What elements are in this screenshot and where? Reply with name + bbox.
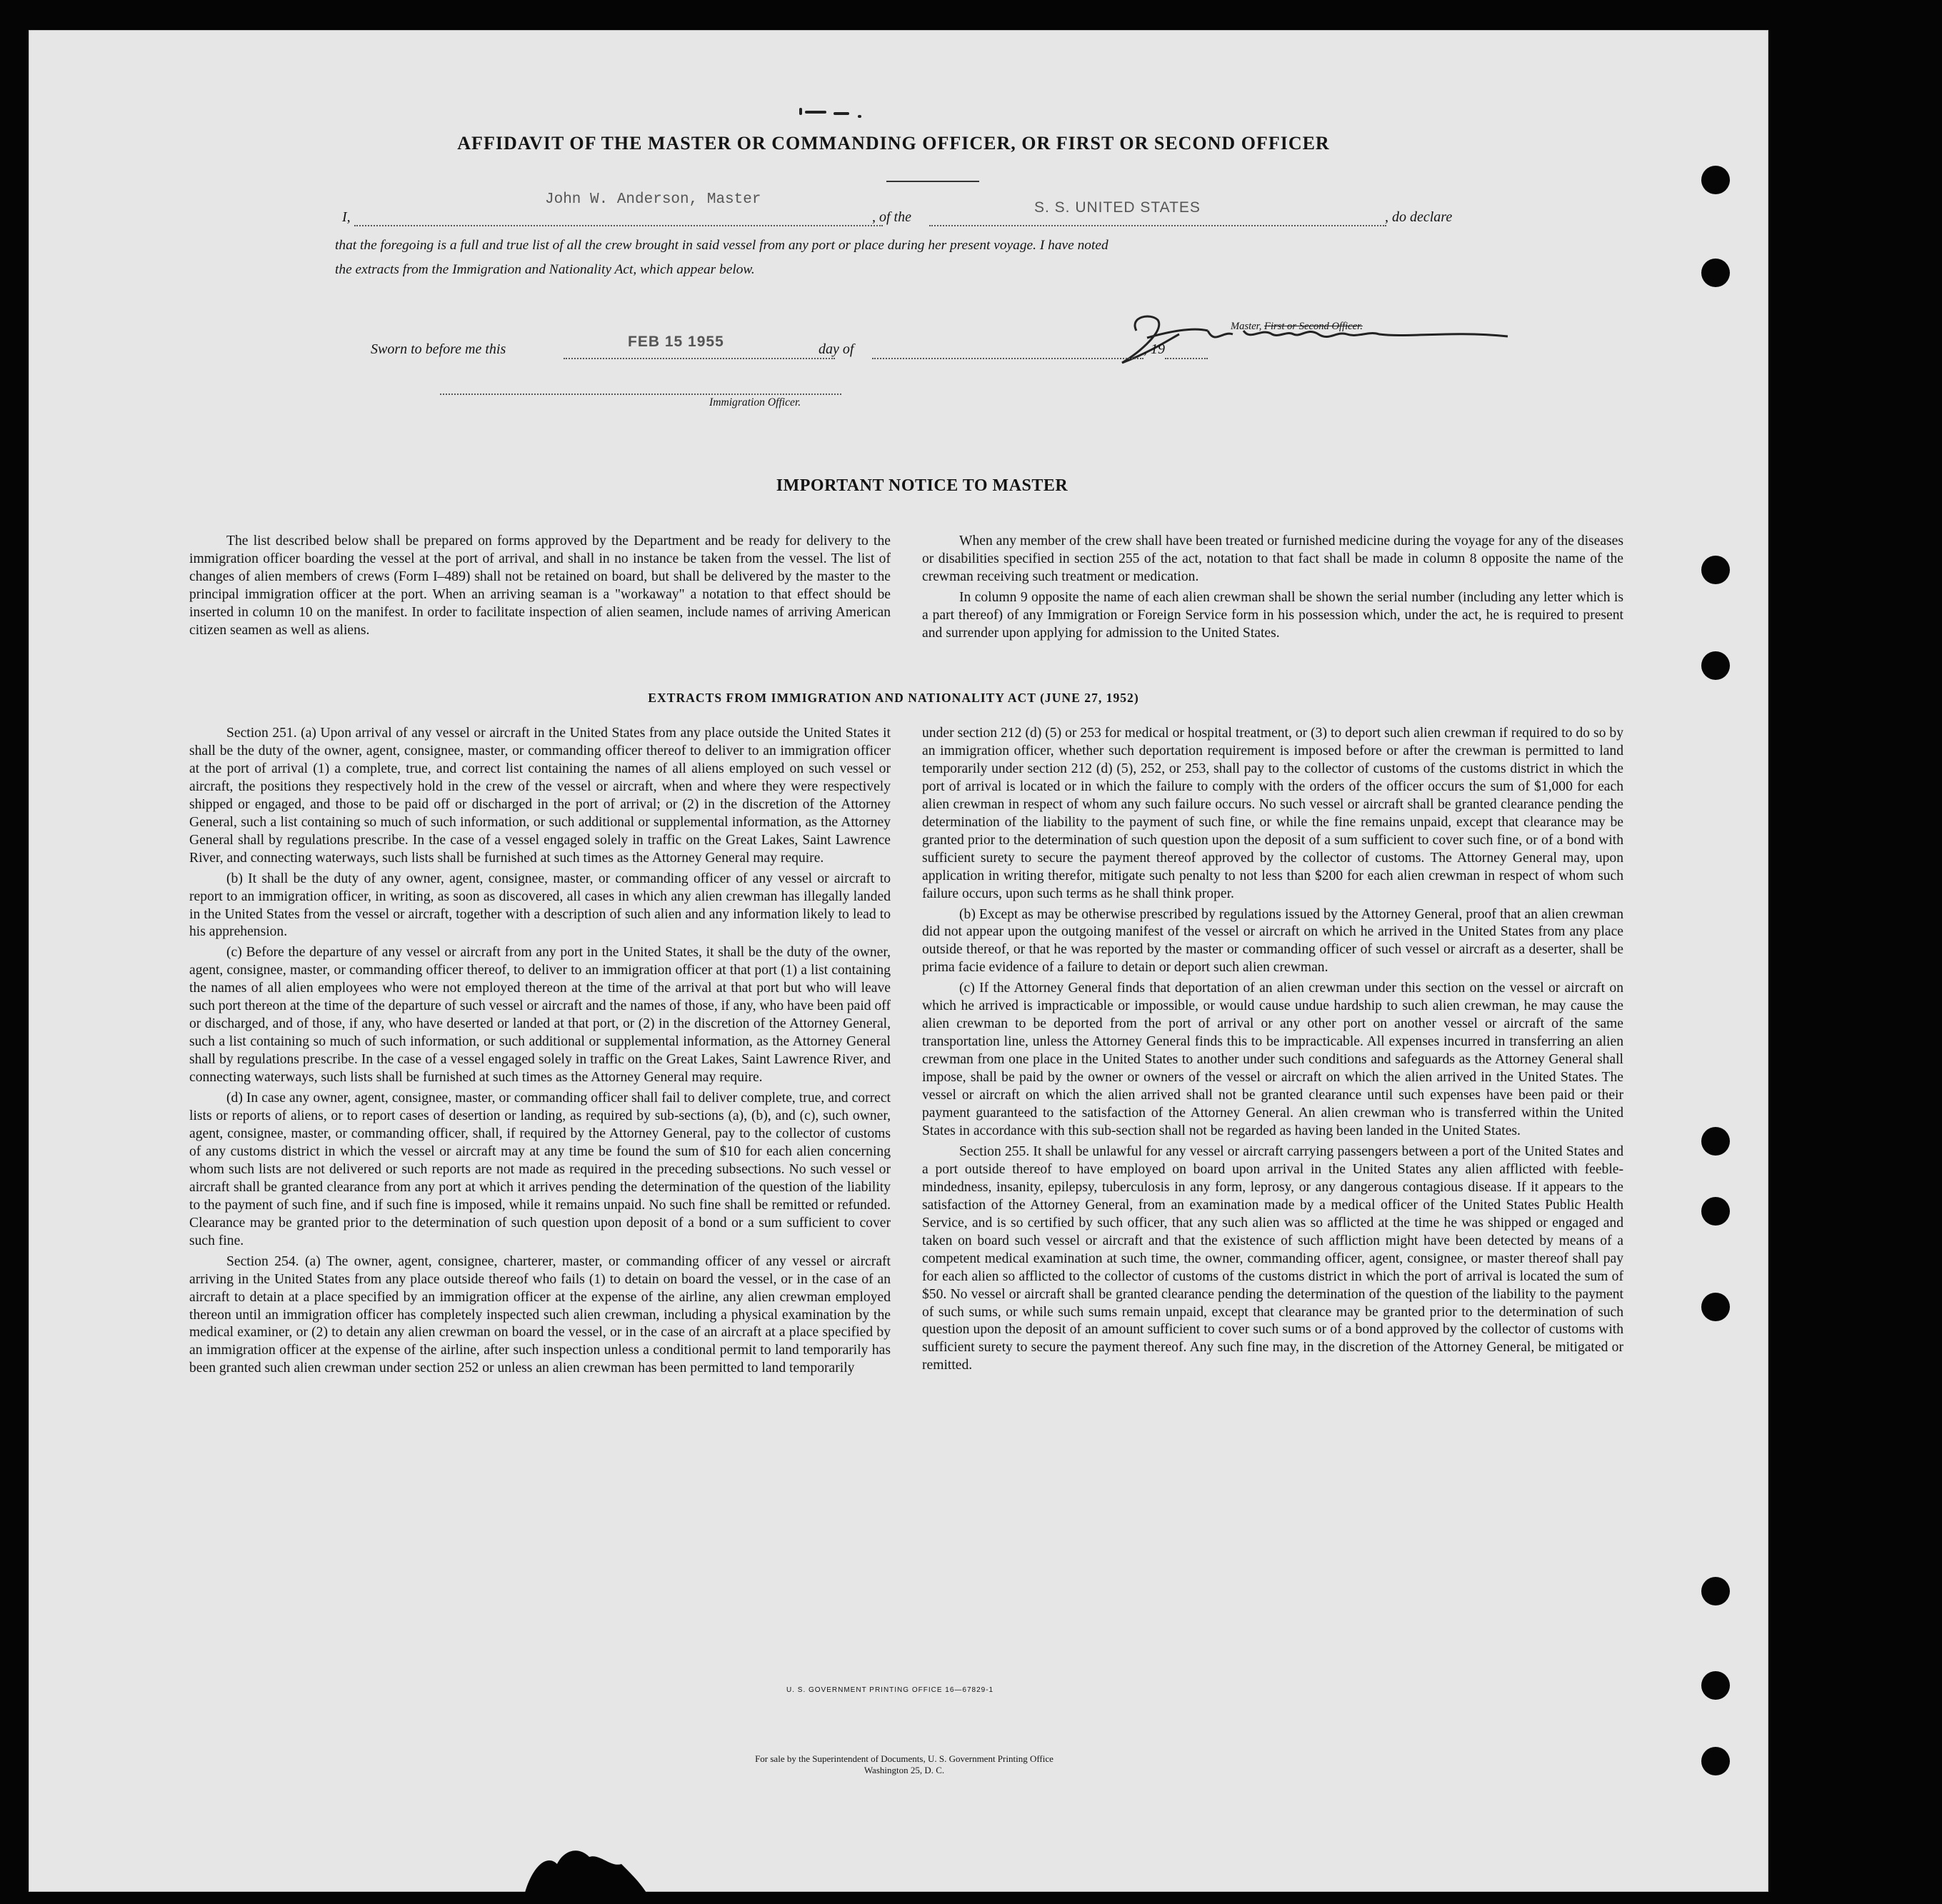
extract-paragraph: Section 254. (a) The owner, agent, consignee, charterer, master, or commanding officer of any vessel or aircraft arriving in the United States from any place outside thereof who fails (1) to detain on board the vessel, or in the case of an aircraft to detain at a place specified by an immigration officer at the expense of the airline, any alien crewman employed thereon until an immigration officer has completely inspected such alien crewman, including a physical examination by the medical examiner, or (2) to detain any alien crewman on board the vessel, or in the case of an aircraft at a place specified by an immigration officer at the expense of the airline, after such inspection unless a conditional permit to land temporarily has been granted such alien crewman under section 252 or unless an alien crewman has been permitted to land temporarily <box>189 1253 891 1376</box>
paper-tear <box>525 1825 646 1893</box>
sworn-date-line <box>564 358 835 359</box>
master-word: Master, <box>1231 321 1262 332</box>
do-declare-label: , do declare <box>1385 209 1453 225</box>
punch-hole <box>1701 166 1730 194</box>
declarant-line <box>354 225 883 226</box>
affidavit-line-2: that the foregoing is a full and true list of all the crew brought in said vessel from any port or place during her present voyage. I have noted <box>335 238 1108 253</box>
year-label: , 19 <box>1143 341 1165 357</box>
vessel-typed: S. S. UNITED STATES <box>1034 199 1201 216</box>
punch-hole <box>1701 1671 1730 1700</box>
notice-right-paragraph: In column 9 opposite the name of each alien crewman shall be shown the serial number (including any letter which is a part thereof) of any Immigration or Foreign Service form in his possession which, under the act, he is required to present and surrender upon applying for admission to the United States. <box>922 589 1623 641</box>
extract-paragraph: (b) Except as may be otherwise prescribed by regulations issued by the Attorney General, proof that an alien crewman did not appear upon the outgoing manifest of the vessel or aircraft on which he arrived in the United States from any place outside thereof, or that he was reported by the master or commanding officer of such vessel or aircraft as a deserter, shall be prima facie evidence of a failure to detain or deport such alien crewman. <box>922 906 1623 976</box>
affidavit-title: AFFIDAVIT OF THE MASTER OR COMMANDING OFFICER, OR FIRST OR SECOND OFFICER <box>457 133 1330 154</box>
title-rule <box>886 181 979 182</box>
form-page <box>29 30 1768 1892</box>
punch-hole <box>1701 651 1730 680</box>
of-the-label: , of the <box>872 209 911 225</box>
ink-marks <box>799 108 864 112</box>
punch-hole <box>1701 1197 1730 1226</box>
punch-hole <box>1701 556 1730 584</box>
extract-paragraph: (b) It shall be the duty of any owner, agent, consignee, master, or commanding officer of any vessel or aircraft to report to an immigration officer, in writing, as soon as discovered, all cases in which any alien crewman has illegally landed in the United States from the vessel or aircraft, together with a description of such alien and any information likely to lead to his apprehension. <box>189 871 891 940</box>
extract-paragraph: under section 212 (d) (5) or 253 for medical or hospital treatment, or (3) to deport such alien crewman if required to do so by an immigration officer, whether such deportation requirement is imposed before or after the crewman is permitted to land temporarily under section 212 (d) (5), 252, or 253, shall pay to the collector of customs of the customs district in which the port of arrival is located or in which the failure to comply with the orders of the officer occurs the sum of $1,000 for each alien crewman in respect of whom any such failure occurs. No such vessel or aircraft shall be granted clearance pending the determination of the liability to the payment of such fine, or while the fine remains unpaid, except that clearance may be granted prior to the determination of such question upon the deposit of a sum sufficient to cover such fine, or of a bond with sufficient surety to secure the payment thereof approved by the collector of customs. The Attorney General may, upon application in writing therefor, mitigate such penalty to not less than $200 for each alien crewman in respect of whom such failure occurs, upon such terms as he shall think proper. <box>922 726 1623 901</box>
master-label <box>1231 321 1363 333</box>
master-signature <box>1108 309 1522 374</box>
punch-hole <box>1701 1747 1730 1775</box>
punch-hole <box>1701 1577 1730 1605</box>
extracts-left-column <box>189 725 891 1378</box>
year-line <box>1165 358 1208 359</box>
immigration-officer-label: Immigration Officer. <box>709 396 801 409</box>
extract-paragraph: Section 255. It shall be unlawful for any vessel or aircraft carrying passengers between a port of the United States and a port outside thereof to have employed on board upon arrival in the United States any alien afflicted with feeble-mindedness, insanity, epilepsy, tuberculosis in any form, leprosy, or any dangerous contagious disease. If it appears to the satisfaction of the Attorney General, from an examination made by a medical officer of the United States Public Health Service, and is so certified by such officer, that any such alien was so afflicted at the time he was shipped or engaged and taken on board such vessel or aircraft and that the existence of such affliction might have been detected by means of a competent medical examination at such time, the owner, commanding officer, agent, consignee, or master thereof shall pay for each alien so afflicted to the collector of customs of the customs district in which the port of arrival is located the sum of $50. No vessel or aircraft shall be granted clearance pending the determination of the question of the liability to the payment of such sums, or while such sums remain unpaid, except that clearance may be granted prior to the determination of such question upon the deposit of an amount sufficient to cover such sums or of a bond approved by the collector of customs with sufficient surety to secure the payment thereof. Any such fine may, in the discretion of the Attorney General, be mitigated or remitted. <box>922 1143 1623 1373</box>
extract-paragraph: (d) In case any owner, agent, consignee, master, or commanding officer shall fail to deliver complete, true, and correct lists or reports of aliens, or to report cases of desertion or landing, as required by sub-sections (a), (b), and (c), such owner, agent, consignee, master, or commanding officer, shall, if required by the Attorney General, pay to the collector of customs of any customs district in which the vessel or aircraft may at any time be found the sum of $10 for each alien concerning whom such lists are not delivered or such reports are not made as required in the preceding subsections. No such vessel or aircraft shall be granted clearance from any port at which it arrives pending the determination of the question of the liability to the payment of such fine, and if such fine is imposed, while it remains unpaid. No such fine shall be remitted or refunded. Clearance may be granted prior to the determination of such question upon deposit of a bond or a sum sufficient to cover such fine. <box>189 1091 891 1248</box>
notice-title: IMPORTANT NOTICE TO MASTER <box>776 476 1068 495</box>
declarant-typed: John W. Anderson, Master <box>545 191 761 208</box>
sworn-label: Sworn to before me this <box>371 341 506 357</box>
extract-paragraph: (c) If the Attorney General finds that deportation of an alien crewman under this section on the vessel or aircraft on which he arrived is impracticable or impossible, or would cause undue hardship to such alien crewman, he may cause the alien crewman to be deported from the port of arrival or any other port on another vessel or aircraft of the same transportation line, unless the Attorney General finds this to be impracticable. All expenses incurred in transferring an alien crewman from one place in the United States to another under such conditions and safeguards as the Attorney General shall impose, shall be paid by the owner or owners of the vessel or aircraft on which the alien arrived in the United States. The vessel or aircraft on which the alien arrived shall not be granted clearance until such expenses have been paid or their payment guaranteed to the satisfaction of the Attorney General. An alien crewman who is transferred within the United States in accordance with this sub-section shall not be regarded as having been landed in the United States. <box>922 981 1623 1138</box>
affidavit-line-3: the extracts from the Immigration and Nationality Act, which appear below. <box>335 262 755 277</box>
day-of-label: day of <box>819 341 854 357</box>
i-label: I, <box>342 209 351 225</box>
punch-hole <box>1701 1127 1730 1156</box>
notice-left-paragraph: The list described below shall be prepared on forms approved by the Department and be ready for delivery to the immigration officer boarding the vessel at the port of arrival, and shall in no instance be taken from the vessel. The list of changes of alien members of crews (Form I–489) shall not be retained on board, but shall be delivered by the master to the principal immigration officer at the port. When an arriving seaman is a "workaway" a notation to that effect should be inserted in column 10 on the manifest. In order to facilitate inspection of alien seamen, include names of arriving American citizen seamen as well as aliens. <box>189 533 891 638</box>
punch-hole <box>1701 1293 1730 1321</box>
punch-hole <box>1701 259 1730 287</box>
officer-signature-line <box>440 394 841 395</box>
month-line <box>872 358 1143 359</box>
vessel-line <box>929 225 1386 226</box>
extract-paragraph: Section 251. (a) Upon arrival of any vessel or aircraft in the United States from any place outside the United States it shall be the duty of the owner, agent, consignee, master, or commanding officer thereof to deliver to an immigration officer at the port of arrival (1) a complete, true, and correct list containing the names of all aliens employed on such vessel or aircraft, the positions they respectively hold in the crew of the vessel or aircraft, when and where they were respectively shipped or engaged, and those to be paid off or discharged in the port of arrival; or (2) in the discretion of the Attorney General, such a list containing so much of such information, or such additional or supplemental information, as the Attorney General shall by regulations prescribe. In the case of a vessel engaged solely in traffic on the Great Lakes, Saint Lawrence River, and connecting waterways, such lists shall be furnished at such times as the Attorney General may require. <box>189 726 891 866</box>
sworn-date-stamp: FEB 15 1955 <box>628 334 724 350</box>
extract-paragraph: (c) Before the departure of any vessel or aircraft from any port in the United States, it shall be the duty of the owner, agent, consignee, master, or commanding officer thereof, to deliver to an immigration officer at that port (1) a list containing the names of all alien employees who were not employed thereon at the time of the arrival at that port but who will leave such port thereon at the time of the departure of such vessel or aircraft and the names of those, if any, who have been paid off or discharged, and of those, if any, who have deserted or landed at that port, or (2) in the discretion of the Attorney General, such a list containing so much of such information, or such additional or supplemental information, as the Attorney General shall by regulations prescribe. In the case of a vessel engaged solely in traffic on the Great Lakes, Saint Lawrence River, and connecting waterways, such lists shall be furnished at such times as the Attorney General may require. <box>189 945 891 1086</box>
footer <box>440 1753 1368 1776</box>
struck-officer-label: First or Second Officer. <box>1264 321 1363 332</box>
notice-right-paragraph: When any member of the crew shall have been treated or furnished medicine during the voyage for any of the diseases or disabilities specified in section 255 of the act, notation to that fact shall be made in column 8 opposite the name of the crewman receiving such treatment or medication. <box>922 533 1623 584</box>
footer-line-2: Washington 25, D. C. <box>864 1765 945 1775</box>
notice-right-column <box>922 533 1623 643</box>
extracts-title: EXTRACTS FROM IMMIGRATION AND NATIONALITY ACT (JUNE 27, 1952) <box>648 691 1139 705</box>
footer-line-1: For sale by the Superintendent of Documents, U. S. Government Printing Office <box>755 1753 1053 1764</box>
notice-left-column <box>189 533 891 640</box>
extracts-right-column <box>922 725 1623 1375</box>
printer-line: U. S. GOVERNMENT PRINTING OFFICE 16—67829-1 <box>786 1686 994 1694</box>
